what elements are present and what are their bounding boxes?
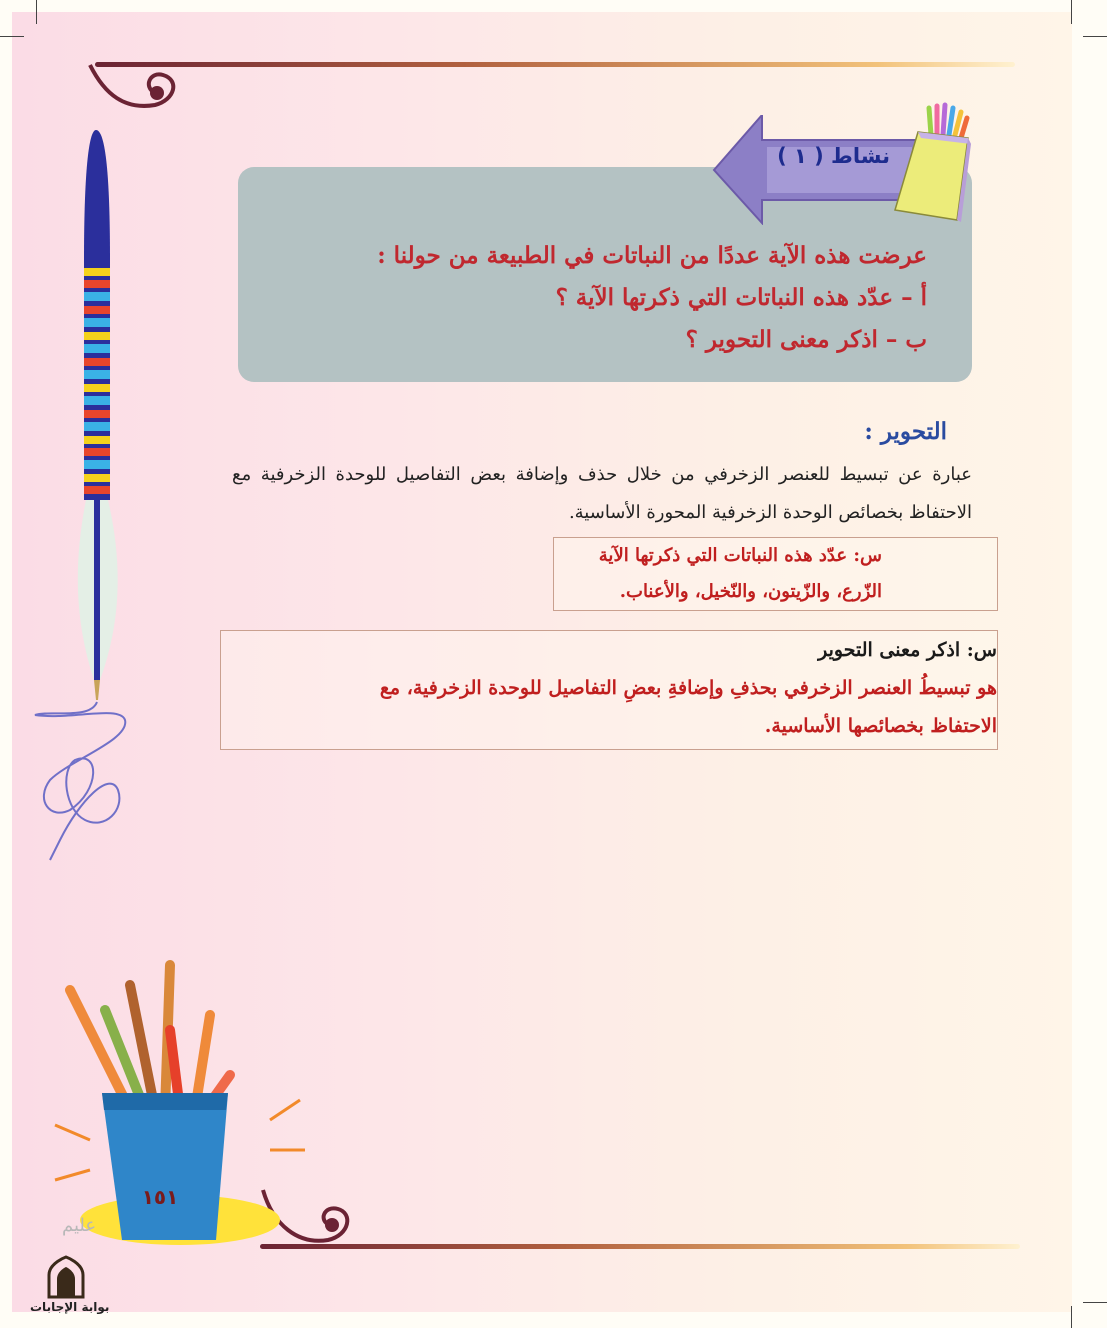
crop-mark xyxy=(1083,1302,1107,1303)
definition-body: عبارة عن تبسيط للعنصر الزخرفي من خلال حذف وإضافة بعض التفاصيل للوحدة الزخرفية مع الاحتفاظ بخصائص الوحدة الزخرفية المحورة الأساسية. xyxy=(232,464,972,523)
portal-logo-text: بوابة الإجابات xyxy=(30,1300,110,1314)
pen-illustration xyxy=(30,120,140,870)
activity-badge-arrow xyxy=(712,115,922,225)
crop-mark xyxy=(1071,0,1072,24)
answer-2-question: س: اذكر معنى التحوير xyxy=(818,639,997,661)
crop-mark xyxy=(0,36,24,37)
crop-mark xyxy=(1083,36,1107,37)
activity-line-a: أ – عدّد هذه النباتات التي ذكرتها الآية ؟ xyxy=(555,284,927,311)
answer-box-tahweer xyxy=(220,630,998,750)
crop-mark xyxy=(36,0,37,24)
activity-badge-label: نشاط ( ١ ) xyxy=(777,144,890,168)
activity-line-intro: عرضت هذه الآية عددًا من النباتات في الطبيعة من حولنا : xyxy=(377,242,927,269)
answer-2-line-2: الاحتفاظ بخصائصها الأساسية. xyxy=(764,715,997,737)
portal-logo-icon xyxy=(45,1255,87,1300)
watermark-text: عليم xyxy=(62,1215,97,1236)
answer-1-question: س: عدّد هذه النباتات التي ذكرتها الآية xyxy=(598,545,882,566)
activity-question-lines xyxy=(247,235,927,361)
crop-mark xyxy=(1071,1306,1072,1328)
definition-title: التحوير : xyxy=(864,418,947,445)
page-number: ١٥١ xyxy=(141,1185,179,1209)
activity-line-b: ب – اذكر معنى التحوير ؟ xyxy=(685,326,927,353)
crayon-box-icon xyxy=(893,100,973,225)
bottom-decorative-rule xyxy=(260,1244,1020,1249)
answer-box-plants xyxy=(553,537,998,611)
answer-1-answer: الزّرع، والزّيتون، والنّخيل، والأعناب. xyxy=(619,581,882,602)
answer-2-line-1: هو تبسيطُ العنصر الزخرفي بحذفِ وإضافةِ بعضِ التفاصيل للوحدة الزخرفية، مع xyxy=(379,677,997,699)
top-decorative-rule xyxy=(95,62,1015,67)
